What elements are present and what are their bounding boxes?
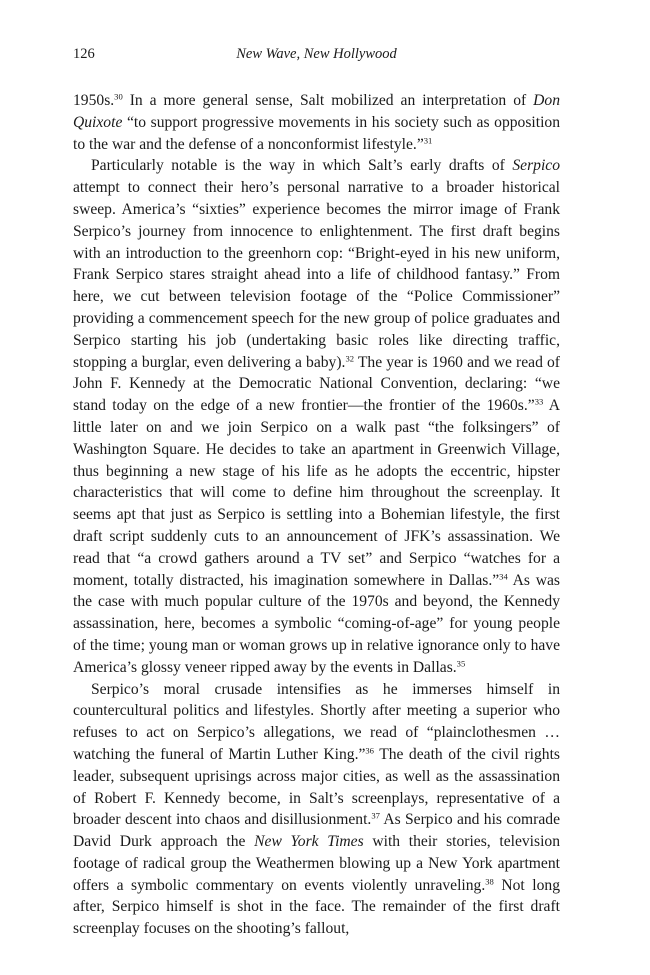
text-run: As Serpico and his comrade David Durk approach the	[73, 811, 560, 851]
text-run: The year is 1960 and we read of John F. Kennedy at the Democratic National Convention, declaring: “we stand today on the edge of a new frontier—the frontier of the 1960s.”	[73, 353, 560, 415]
footnote-ref-37: 37	[371, 810, 380, 821]
text-run: In a more general sense, Salt mobilized an interpretation of	[122, 92, 534, 109]
text-run: Serpico’s moral crusade intensifies as he immerses himself in countercultural politics and lifestyles. Shortly after meeting a superior who refuses to act on Serpico’s allegations, we read of “plainclothesmen … watching the funeral of Martin Luther King.”	[73, 680, 560, 763]
italic-title-serpico: Serpico	[512, 157, 560, 175]
footnote-ref-38: 38	[485, 876, 494, 887]
text-run: As was the case with much popular culture of the 1970s and beyond, the Kennedy assassination, here, becomes a symbolic “coming-of-age” for young people of the time; young man or woman grows up in relative ignorance only to have America’s glossy veneer ripped away by the events in Dallas.	[73, 571, 560, 676]
italic-title-don-quixote: Don Quixote	[73, 92, 560, 131]
text-run: attempt to connect their hero’s personal narrative to a broader historical sweep. America’s “sixties” experience becomes the mirror image of Frank Serpico’s journey from innocence to enlightenment. The first draft begins with an introduction to the greenhorn cop: “Bright-eyed in his new uniform, Frank Serpico stares straight ahead into a life of childhood fantasy.” From here, we cut between television footage of the “Police Commissioner” providing a commencement speech for the new group of police graduates and Serpico starting his job (undertaking basic roles like directing traffic, stopping a burglar, even delivering a baby).	[73, 179, 560, 371]
page-header	[73, 46, 560, 68]
text-run: A little later on and we join Serpico on a walk past “the folksingers” of Washington Square. He decides to take an apartment in Greenwich Village, thus beginning a new stage of his life as he adopts the eccentric, hipster characteristics that will come to define him throughout the screenplay. It seems apt that just as Serpico is settling into a Bohemian lifestyle, the first draft script suddenly cuts to an announcement of JFK’s assassination. We read that “a crowd gathers around a TV set” and Serpico “watches for a moment, totally distracted, his imagination somewhere in Dallas.”	[73, 397, 560, 589]
text-run: “to support progressive movements in his society such as opposition to the war and the defense of a nonconformist lifestyle.”	[73, 113, 560, 153]
running-head: New Wave, New Hollywood	[236, 46, 397, 62]
footnote-ref-30: 30	[114, 91, 123, 102]
page-number: 126	[73, 46, 95, 62]
text-run: with their stories, television footage of radical group the Weathermen blowing up a New York apartment offers a symbolic commentary on events violently unraveling.	[73, 833, 561, 894]
italic-title-new-york-times: New York Times	[254, 833, 364, 851]
text-run: Not long after, Serpico himself is shot in the face. The remainder of the first draft screenplay focuses on the shooting’s fallout,	[73, 876, 560, 938]
text-run: The death of the civil rights leader, subsequent uprisings across major cities, as well as the assassination of Robert F. Kennedy become, in Salt’s screenplays, representative of a broader descent into chaos and disillusionment.	[73, 745, 560, 829]
footnote-ref-34: 34	[499, 570, 508, 581]
paragraph-3	[73, 679, 560, 941]
paragraph-1	[73, 90, 560, 155]
text-run: Particularly notable is the way in which Salt’s early drafts of	[91, 157, 513, 175]
footnote-ref-36: 36	[365, 745, 374, 756]
paragraph-2	[73, 155, 560, 678]
body-text	[73, 90, 560, 940]
footnote-ref-35: 35	[456, 658, 466, 669]
footnote-ref-32: 32	[345, 353, 355, 363]
footnote-ref-33: 33	[534, 396, 544, 407]
footnote-ref-31: 31	[423, 135, 433, 146]
text-run: 1950s.	[73, 92, 115, 109]
